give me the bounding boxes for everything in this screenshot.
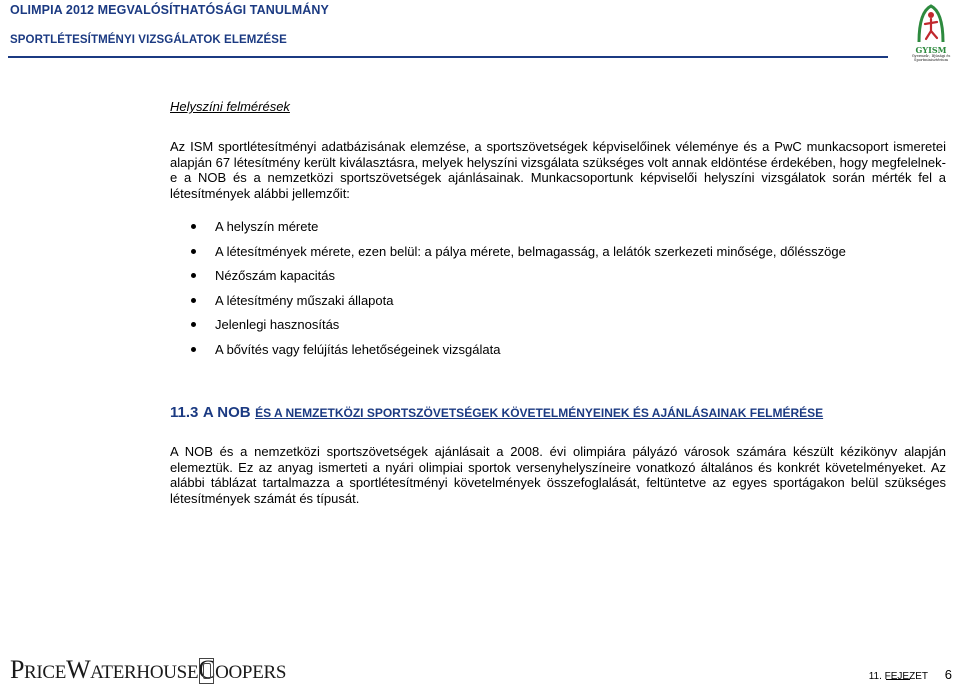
- page-number: 6: [944, 667, 952, 682]
- list-item-text: A bővítés vagy felújítás lehetőségeinek vizsgálata: [215, 341, 501, 357]
- footer-divider: [886, 679, 910, 680]
- gyism-logo-subtext: Gyermek-, Ifjúsági és Sportminisztérium: [911, 54, 951, 62]
- list-item: [170, 293, 930, 318]
- list-item-text: Jelenlegi hasznosítás: [215, 317, 340, 332]
- subsection-title: ÉS A NEMZETKÖZI SPORTSZÖVETSÉGEK KÖVETELMÉNYEINEK ÉS AJÁNLÁSAINAK FELMÉRÉSE: [255, 406, 824, 420]
- list-item: [170, 219, 930, 244]
- list-item-text: A létesítmények mérete, ezen belül: a pálya mérete, belmagasság, a lelátók szerkezeti minősége, dőlésszöge: [215, 243, 846, 259]
- gyism-emblem-icon: [907, 2, 955, 46]
- bullet-icon: [191, 347, 196, 352]
- subsection-heading: [170, 404, 823, 422]
- document-title: OLIMPIA 2012 MEGVALÓSÍTHATÓSÁGI TANULMÁNY: [10, 3, 329, 17]
- list-item-text: A létesítmény műszaki állapota: [215, 292, 394, 308]
- intro-paragraph: Az ISM sportlétesítményi adatbázisának elemzése, a sportszövetségek képviselőinek véleménye és a PwC munkacsoport ismeretei alapján 67 létesítmény került kiválasztásra, melyek helyszíni vizsgálata szükséges volt annak eldöntése érdekében, hogy megfelelnek-e a NOB és a nemzetközi sportszövetségek ajánlásainak. Munkacsoportunk képviselői helyszíni vizsgálatok során mérték fel a létesítmények alábbi jellemzőit:: [170, 139, 946, 201]
- gyism-logo-caption: [907, 46, 955, 62]
- list-item: [170, 342, 930, 367]
- gyism-logo-text: GYISM: [915, 45, 947, 55]
- list-item: [170, 268, 930, 293]
- subsection-body: A NOB és a nemzetközi sportszövetségek ajánlásait a 2008. évi olimpiára pályázó városok számára készült kézikönyv alapján elemeztük. Ez az anyag ismerteti a nyári olimpiai sportok versenyhelyszíneire vonatkozó általános és konkrét követelményeket. Az alábbi táblázat tartalmazza a sportlétesítményi követelmények összefoglalását, feltüntetve az egyes sportágakon belül szükséges létesítmények számát és típusát.: [170, 444, 946, 506]
- section-heading: Helyszíni felmérések: [170, 99, 290, 114]
- pwc-logo-aterhouse: ATERHOUSE: [90, 662, 199, 683]
- pwc-logo-c: C: [198, 655, 216, 684]
- pwc-logo-p: P: [10, 655, 24, 684]
- criteria-list: [170, 219, 930, 366]
- page-footer: [869, 667, 952, 682]
- subsection-number: 11.3: [170, 404, 199, 421]
- pwc-emblem-icon: [199, 658, 214, 684]
- subsection-title-lead: A NOB: [202, 404, 251, 421]
- list-item-text: Nézőszám kapacitás: [215, 268, 335, 283]
- pwc-logo: [10, 655, 286, 685]
- chapter-label: 11. FEJEZET: [868, 671, 928, 682]
- pwc-logo-oopers: OOPERS: [215, 662, 287, 683]
- bullet-icon: [191, 322, 196, 327]
- bullet-icon: [191, 249, 196, 254]
- header-divider: [8, 56, 888, 58]
- pwc-logo-rice: RICE: [23, 662, 67, 683]
- bullet-icon: [191, 298, 196, 303]
- pwc-logo-w: W: [66, 655, 91, 684]
- list-item: [170, 244, 930, 269]
- list-item: [170, 317, 930, 342]
- bullet-icon: [191, 224, 196, 229]
- list-item-text: A helyszín mérete: [215, 219, 319, 234]
- document-subtitle: SPORTLÉTESÍTMÉNYI VIZSGÁLATOK ELEMZÉSE: [10, 34, 287, 46]
- bullet-icon: [191, 273, 196, 278]
